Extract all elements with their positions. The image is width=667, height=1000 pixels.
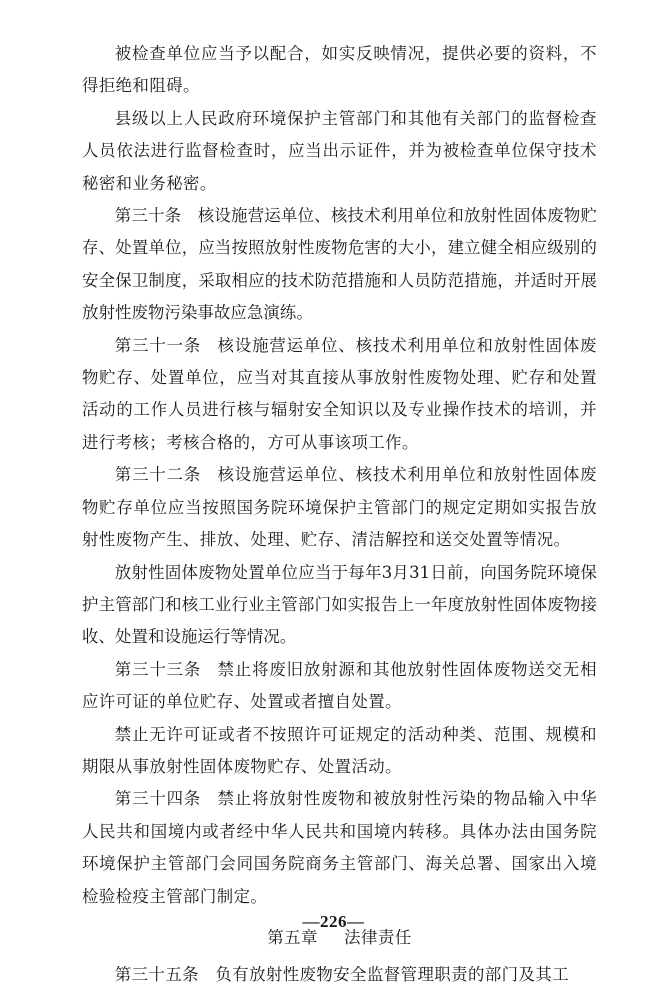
page-body [82, 38, 597, 991]
chapter-title: 法律责任 [344, 927, 412, 947]
paragraph-text: 放射性固体废物处置单位应当于每年3月31日前，向国务院环境保护主管部门和核工业行业主管部门如实报告上一年度放射性固体废物接收、处置和设施运行等情况。 [82, 562, 597, 647]
article-number: 第三十条 [114, 206, 182, 226]
page-number: —226— [302, 912, 365, 931]
paragraph-1 [82, 38, 597, 103]
article-34 [82, 783, 597, 913]
paragraph-text: 禁止将废旧放射源和其他放射性固体废物送交无相应许可证的单位贮存、处置或者擅自处置。 [82, 659, 597, 712]
paragraph-8 [82, 719, 597, 784]
chapter-number: 第五章 [267, 927, 318, 947]
paragraph-text: 禁止将放射性废物和被放射性污染的物品输入中华人民共和国境内或者经中华人民共和国境内转移。具体办法由国务院环境保护主管部门会同国务院商务主管部门、海关总署、国家出入境检验检疫主管部门制定。 [82, 789, 597, 906]
paragraph-text: 禁止无许可证或者不按照许可证规定的活动种类、范围、规模和期限从事放射性固体废物贮存、处置活动。 [82, 724, 597, 776]
article-30 [82, 200, 597, 330]
article-number: 第三十三条 [114, 659, 202, 679]
paragraph-text: 县级以上人民政府环境保护主管部门和其他有关部门的监督检查人员依法进行监督检查时，应当出示证件，并为被检查单位保守技术秘密和业务秘密。 [82, 108, 597, 193]
paragraph-text: 核设施营运单位、核技术利用单位和放射性固体废物贮存、处置单位，应当对其直接从事放射性废物处理、贮存和处置活动的工作人员进行核与辐射安全知识以及专业操作技术的培训，并进行考核；考核合格的，方可从事该项工作。 [82, 335, 597, 452]
paragraph-2 [82, 103, 597, 200]
article-32 [82, 459, 597, 556]
paragraph-text: 核设施营运单位、核技术利用单位和放射性固体废物贮存、处置单位，应当按照放射性废物危害的大小，建立健全相应级别的安全保卫制度，采取相应的技术防范措施和人员防范措施，并适时开展放射性废物污染事故应急演练。 [82, 206, 597, 323]
paragraph-text: 负有放射性废物安全监督管理职责的部门及其工 [215, 964, 570, 984]
paragraph-text: 被检查单位应当予以配合，如实反映情况，提供必要的资料，不得拒绝和阻碍。 [82, 44, 597, 96]
article-31 [82, 330, 597, 460]
paragraph-6 [82, 557, 597, 654]
article-33 [82, 654, 597, 719]
article-number: 第三十一条 [114, 335, 202, 355]
paragraph-text: 核设施营运单位、核技术利用单位和放射性固体废物贮存单位应当按照国务院环境保护主管部门的规定定期如实报告放射性废物产生、排放、处理、贮存、清洁解控和送交处置等情况。 [82, 465, 597, 550]
article-35 [82, 959, 597, 991]
article-number: 第三十五条 [114, 964, 199, 984]
article-number: 第三十四条 [114, 789, 202, 809]
article-number: 第三十二条 [114, 465, 202, 485]
